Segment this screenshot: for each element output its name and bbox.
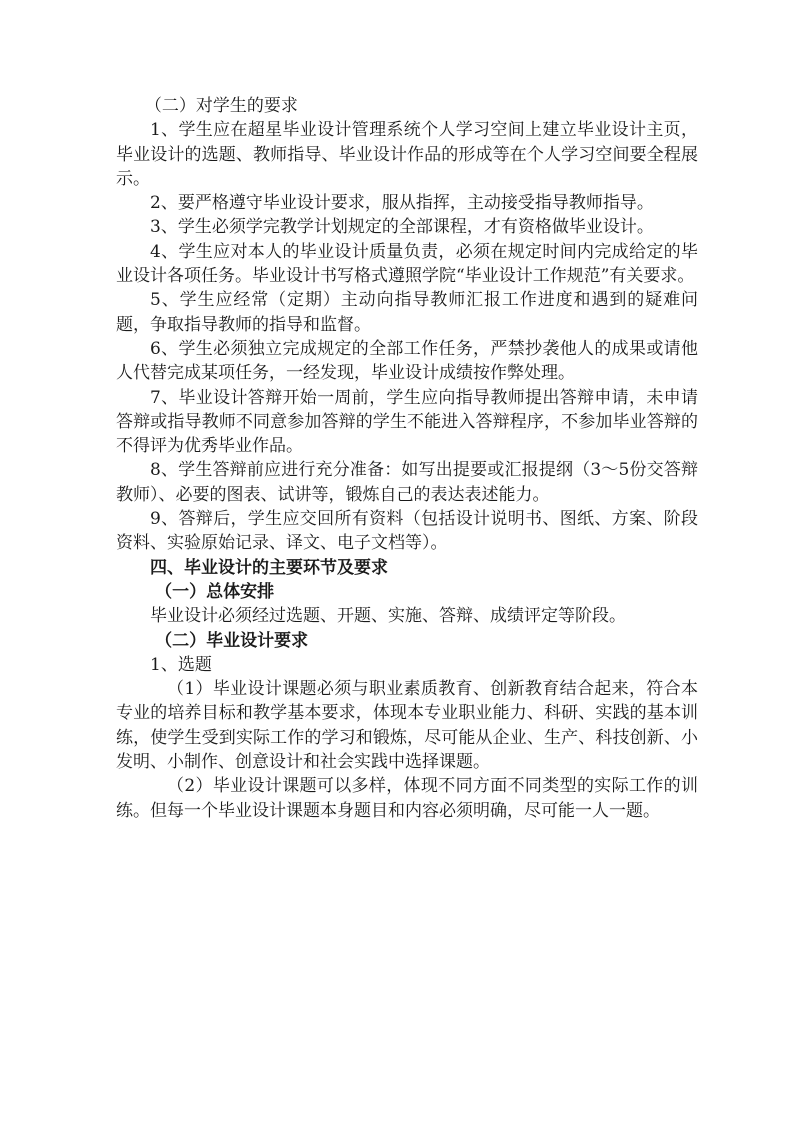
student-requirement-8: 8、学生答辩前应进行充分准备：如写出提要或汇报提纲（3～5份交答辩教师）、必要的图表、试讲等，锻炼自己的表达表述能力。 (116, 460, 698, 505)
student-requirement-5: 5、学生应经常（定期）主动向指导教师汇报工作进度和遇到的疑难问题，争取指导教师的指导和监督。 (116, 290, 698, 335)
overall-arrangement-heading: （一）总体安排 (155, 581, 275, 602)
student-requirement-6: 6、学生必须独立完成规定的全部工作任务，严禁抄袭他人的成果或请他人代替完成某项任务，一经发现，毕业设计成绩按作弊处理。 (116, 338, 698, 384)
topic-item-2: （2）毕业设计课题可以多样，体现不同方面不同类型的实际工作的训练。但每一个毕业设计课题本身题目和内容必须明确，尽可能一人一题。 (116, 776, 698, 821)
design-requirements-heading: （二）毕业设计要求 (155, 630, 309, 651)
section-4-heading: 四、毕业设计的主要环节及要求 (150, 557, 388, 578)
document-body (116, 94, 698, 823)
student-requirement-2: 2、要严格遵守毕业设计要求，服从指挥，主动接受指导教师指导。 (150, 193, 654, 214)
student-requirement-1: 1、学生应在超星毕业设计管理系统个人学习空间上建立毕业设计主页，毕业设计的选题、教师指导、毕业设计作品的形成等在个人学习空间要全程展示。 (116, 120, 698, 189)
student-requirement-4: 4、学生应对本人的毕业设计质量负责，必须在规定时间内完成给定的毕业设计各项任务。毕业设计书写格式遵照学院“毕业设计工作规范”有关要求。 (116, 241, 698, 287)
topic-item-1: （1）毕业设计课题必须与职业素质教育、创新教育结合起来，符合本专业的培养目标和教学基本要求，体现本专业职业能力、科研、实践的基本训练，使学生受到实际工作的学习和锻炼，尽可能从企业、生产、科技创新、小发明、小制作、创意设计和社会实践中选择课题。 (116, 679, 698, 773)
student-requirement-3: 3、学生必须学完教学计划规定的全部课程，才有资格做毕业设计。 (150, 217, 654, 238)
topic-selection-heading: 1、选题 (150, 654, 212, 675)
section-heading-student-requirements: （二）对学生的要求 (144, 96, 298, 116)
student-requirement-7: 7、毕业设计答辩开始一周前，学生应向指导教师提出答辩申请，未申请答辩或指导教师不同意参加答辩的学生不能进入答辩程序，不参加毕业答辩的不得评为优秀毕业作品。 (116, 387, 698, 457)
student-requirement-9: 9、答辩后，学生应交回所有资料（包括设计说明书、图纸、方案、阶段资料、实验原始记录、译文、电子文档等）。 (116, 509, 698, 554)
overall-arrangement-text: 毕业设计必须经过选题、开题、实施、答辩、成绩评定等阶段。 (150, 606, 626, 627)
